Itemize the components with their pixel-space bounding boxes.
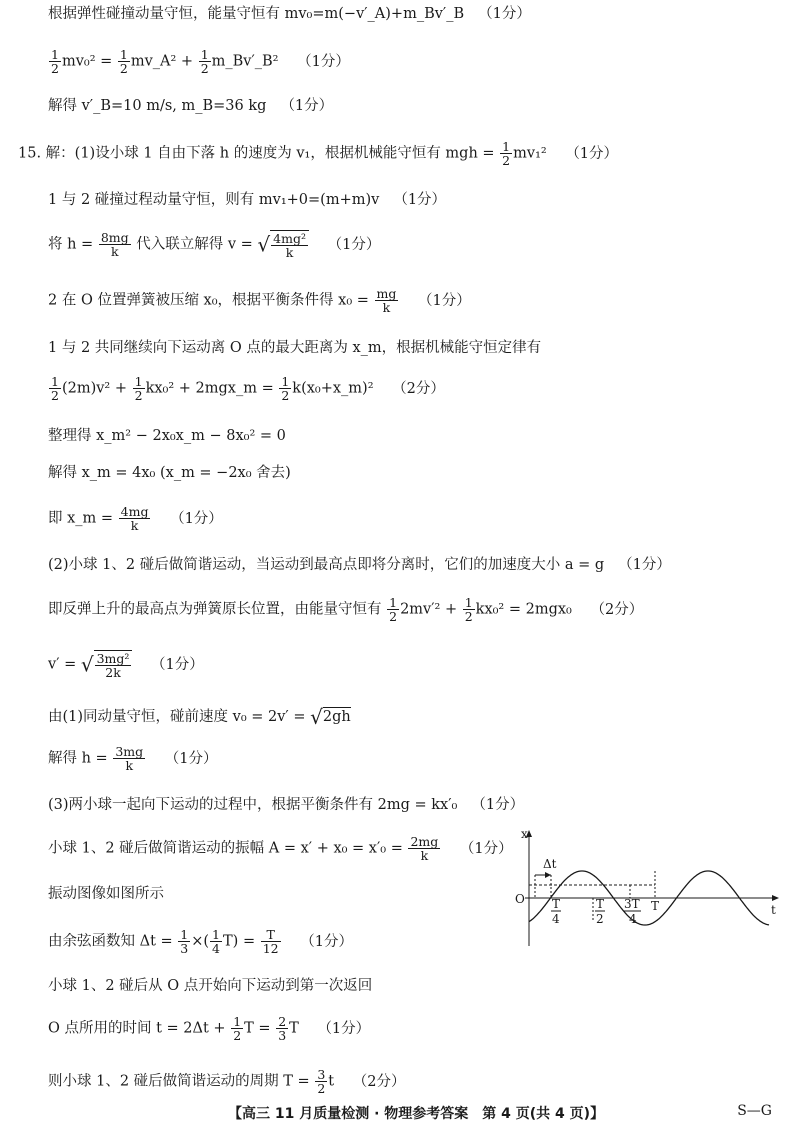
answer-line: 小球 1、2 碰后从 O 点开始向下运动到第一次返回 bbox=[48, 978, 373, 994]
answer-line: 小球 1、2 碰后做简谐运动的振幅 A = x′ + x₀ = x′₀ = $\frac{2mg}{k}$ （1分） bbox=[48, 834, 513, 864]
answer-line: v′ = √ $\frac{\text{3mg²}}{2k}$ （1分） bbox=[48, 651, 204, 681]
answer-line: 2 在 O 位置弹簧被压缩 x₀，根据平衡条件得 x₀ = $\frac{mg}{k}$ （1分） bbox=[48, 286, 471, 316]
fraction: $\frac{1}{2}$ bbox=[51, 374, 59, 404]
fraction: $\frac{T}{12}$ bbox=[262, 927, 279, 957]
answer-line: 即反弹上升的最高点为弹簧原长位置，由能量守恒有 $\frac{1}{2}$ 2mv′² + $\frac{1}{2}$ kx₀² = 2mgx₀ （2分） bbox=[48, 595, 644, 625]
square-root: √ $\frac{\text{4mg²}}{k}$ bbox=[257, 230, 309, 259]
svg-text:T: T bbox=[596, 897, 605, 911]
fraction: $\frac{4mg}{k}$ bbox=[120, 504, 149, 534]
fraction: $\frac{mg}{k}$ bbox=[376, 286, 397, 316]
t-axis-arrow bbox=[772, 895, 779, 901]
svg-text:4: 4 bbox=[629, 912, 637, 926]
fraction: $\frac{1}{2}$ bbox=[464, 595, 473, 625]
fraction: $\frac{3}{2}$ bbox=[317, 1067, 326, 1097]
answer-line: (3)两小球一起向下运动的过程中，根据平衡条件有 2mg = kx′₀ （1分） bbox=[48, 797, 525, 813]
fraction: $\frac{1}{2}$ bbox=[233, 1014, 242, 1044]
answer-line: 即 x_m = $\frac{4mg}{k}$ （1分） bbox=[48, 504, 223, 534]
fraction: $\frac{8mg}{k}$ bbox=[100, 230, 129, 260]
square-root: √2gh bbox=[310, 705, 351, 729]
origin-label: O bbox=[515, 892, 525, 906]
answer-line: 解得 v′_B=10 m/s, m_B=36 kg （1分） bbox=[48, 98, 334, 114]
fraction: $\frac{1}{3}$ bbox=[180, 927, 189, 957]
fraction: $\frac{3mg}{k}$ bbox=[115, 744, 144, 774]
answer-line: $\frac{1}{2}$ (2m)v² + $\frac{1}{2}$ kx₀² + 2mgx_m = $\frac{1}{2}$ k(x₀+x_m)² （2分） bbox=[51, 374, 445, 404]
axis-label-t: t bbox=[771, 903, 776, 917]
answer-line: 解得 h = $\frac{3mg}{k}$ （1分） bbox=[48, 744, 218, 774]
answer-line: 解得 x_m = 4x₀ (x_m = −2x₀ 舍去) bbox=[48, 465, 291, 481]
fraction: $\frac{2}{3}$ bbox=[278, 1014, 287, 1044]
fraction: $\frac{1}{2}$ bbox=[134, 374, 143, 404]
fraction: $\frac{1}{2}$ bbox=[51, 47, 59, 77]
vibration-graph bbox=[505, 828, 785, 948]
answer-line: 将 h = $\frac{8mg}{k}$ 代入联立解得 v = √ $\frac{\text{4mg²}}{k}$ （1分） bbox=[48, 230, 381, 261]
fraction: $\frac{1}{2}$ bbox=[281, 374, 290, 404]
fraction: $\frac{1}{4}$ bbox=[212, 927, 220, 957]
question-15-heading: 15. 解：(1)设小球 1 自由下落 h 的速度为 v₁，根据机械能守恒有 mgh = $\frac{1}{2}$ mv₁² （1分） bbox=[18, 139, 619, 169]
footer-code: S—G bbox=[737, 1103, 772, 1119]
axis-label-x: x bbox=[521, 828, 528, 841]
answer-line: 振动图像如图所示 bbox=[48, 886, 164, 902]
tick-label-3T4 bbox=[623, 897, 641, 926]
delta-t-label: Δt bbox=[543, 857, 557, 871]
fraction: $\frac{2mg}{k}$ bbox=[410, 834, 439, 864]
fraction: $\frac{1}{2}$ bbox=[200, 47, 209, 77]
svg-text:4: 4 bbox=[552, 912, 560, 926]
delta-t-arrow bbox=[545, 872, 551, 878]
answer-line: O 点所用的时间 t = 2Δt + $\frac{1}{2}$ T = $\frac{2}{3}$ T （1分） bbox=[48, 1014, 371, 1044]
answer-line: 则小球 1、2 碰后做简谐运动的周期 T = $\frac{3}{2}$ t （2分） bbox=[48, 1067, 406, 1097]
svg-text:T: T bbox=[552, 897, 561, 911]
tick-label-T4 bbox=[551, 897, 561, 926]
answer-line: (2)小球 1、2 碰后做简谐运动，当运动到最高点即将分离时，它们的加速度大小 a = g （1分） bbox=[48, 557, 671, 573]
svg-text:2: 2 bbox=[596, 912, 604, 926]
fraction: $\frac{1}{2}$ bbox=[389, 595, 398, 625]
answer-line: 1 与 2 碰撞过程动量守恒，则有 mv₁+0=(m+m)v （1分） bbox=[48, 192, 447, 208]
answer-line: 由余弦函数知 Δt = $\frac{1}{3}$ ×( $\frac{1}{4}$ T) = $\frac{T}{12}$ （1分） bbox=[48, 927, 353, 957]
tick-label-T: T bbox=[651, 899, 660, 913]
answer-line: $\frac{1}{2}$ mv₀² = $\frac{1}{2}$ mv_A² + $\frac{1}{2}$ m_Bv′_B² （1分） bbox=[51, 47, 350, 77]
svg-text:3T: 3T bbox=[624, 897, 640, 911]
answer-line: 整理得 x_m² − 2x₀x_m − 8x₀² = 0 bbox=[48, 428, 286, 444]
square-root: √ $\frac{\text{3mg²}}{2k}$ bbox=[81, 650, 133, 679]
answer-line: 1 与 2 共同继续向下运动离 O 点的最大距离为 x_m，根据机械能守恒定律有 bbox=[48, 340, 542, 356]
answer-line: 由(1)同动量守恒，碰前速度 v₀ = 2v′ = √2gh bbox=[48, 705, 351, 729]
fraction: $\frac{1}{2}$ bbox=[119, 47, 128, 77]
footer-title: 【高三 11 月质量检测 · 物理参考答案 第 4 页(共 4 页)】 bbox=[228, 1106, 605, 1122]
tick-label-T2 bbox=[595, 897, 605, 926]
answer-line: 根据弹性碰撞动量守恒，能量守恒有 mv₀=m(−v′_A)+m_Bv′_B （1分） bbox=[48, 6, 531, 22]
fraction: $\frac{1}{2}$ bbox=[502, 139, 511, 169]
